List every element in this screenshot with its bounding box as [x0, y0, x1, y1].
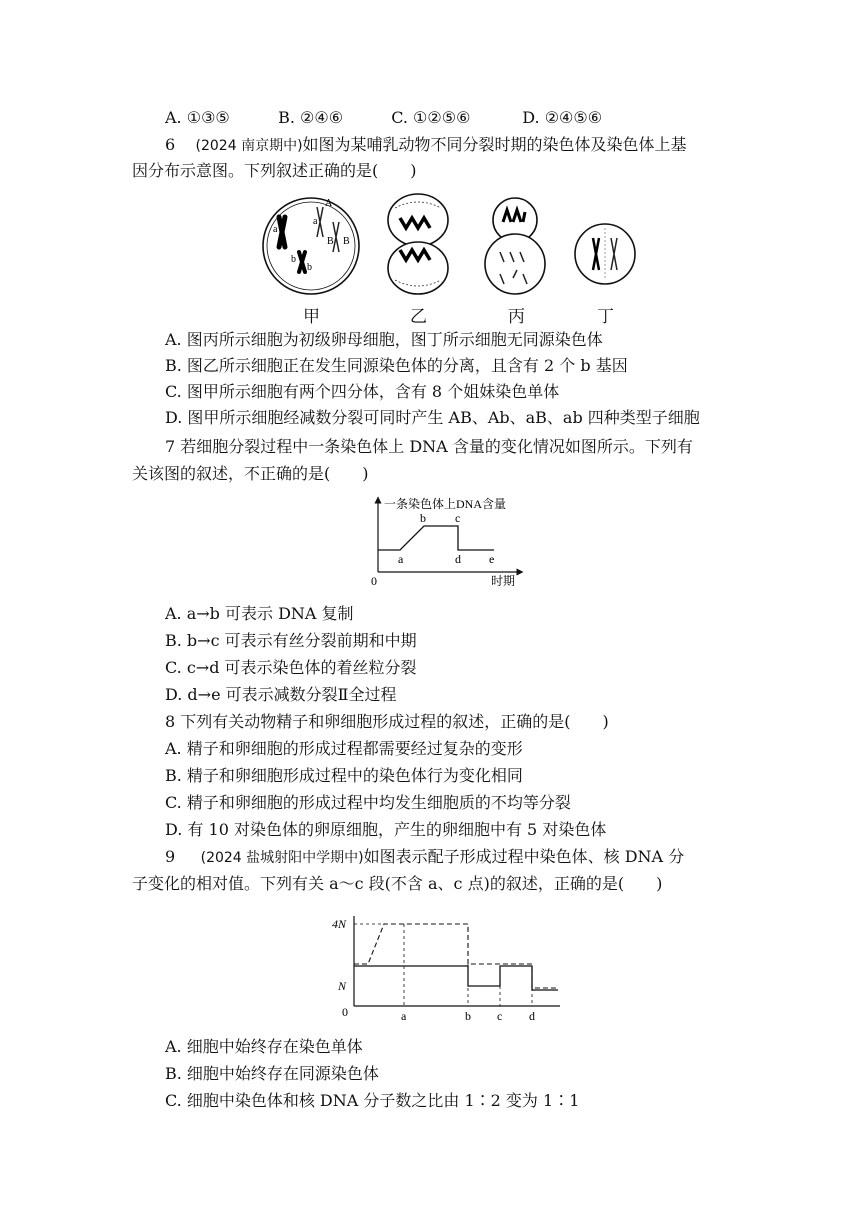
q6-option-b: B. 图乙所示细胞正在发生同源染色体的分离，且含有 2 个 b 基因	[165, 356, 628, 375]
q5-option-d: D. ②④⑤⑥	[522, 108, 603, 127]
q9-option-a: A. 细胞中始终存在染色单体	[165, 1037, 363, 1056]
q9-stem-line1	[165, 846, 684, 869]
cell-label-ding: 丁	[597, 307, 614, 327]
q7-option-c: C. c→d 可表示染色体的着丝粒分裂	[165, 658, 417, 677]
q6-stem-line2: 因分布示意图。下列叙述正确的是( )	[132, 161, 417, 180]
q6-option-c: C. 图甲所示细胞有两个四分体，含有 8 个姐妹染色单体	[165, 382, 560, 401]
q7-option-a: A. a→b 可表示 DNA 复制	[165, 604, 354, 623]
q9-stem-line2: 子变化的相对值。下列有关 a～c 段(不含 a、c 点)的叙述，正确的是( )	[132, 874, 663, 893]
cell-label-bing: 丙	[508, 307, 525, 327]
q9-number: 9	[165, 847, 176, 866]
q5-option-b: B. ②④⑥	[278, 108, 344, 127]
q8-option-a: A. 精子和卵细胞的形成过程都需要经过复杂的变形	[165, 739, 523, 758]
gene-label-B1: B	[327, 236, 334, 247]
q9-xtick-d: d	[529, 1009, 535, 1023]
q7-option-b: B. b→c 可表示有丝分裂前期和中期	[165, 631, 417, 650]
cell-bing	[485, 198, 545, 294]
cell-ding	[575, 224, 635, 284]
gene-label-B2: B	[343, 236, 350, 247]
cell-jia	[263, 198, 359, 294]
q5-option-a: A. ①③⑤	[165, 108, 230, 127]
q6-number: 6	[165, 135, 176, 154]
gene-label-a2: a	[313, 216, 318, 227]
q6-stem-1: 如图为某哺乳动物不同分裂时期的染色体及染色体上基	[302, 135, 687, 154]
q7-option-d: D. d→e 可表示减数分裂Ⅱ全过程	[165, 685, 397, 704]
q5-option-c: C. ①②⑤⑥	[391, 108, 471, 127]
q8-option-c: C. 精子和卵细胞的形成过程中均发生细胞质的不均等分裂	[165, 793, 571, 812]
q7-dna-line	[378, 526, 494, 550]
cell-yi	[388, 194, 448, 294]
q6-option-d: D. 图甲所示细胞经减数分裂可同时产生 AB、Ab、aB、ab 四种类型子细胞	[165, 408, 700, 427]
q9-ytick-0: 0	[342, 1005, 348, 1019]
q9-chromosome-line	[354, 966, 558, 990]
q9-dna-line	[354, 924, 558, 988]
q6-option-a: A. 图丙所示细胞为初级卵母细胞，图丁所示细胞无同源染色体	[165, 330, 603, 349]
gene-label-b2: b	[307, 262, 312, 273]
q7-dna-chart	[366, 492, 526, 588]
q6-stem-line1	[165, 134, 687, 157]
q9-xtick-a: a	[401, 1009, 407, 1023]
q7-point-d: d	[455, 552, 461, 566]
q7-point-b: b	[420, 511, 426, 525]
cell-division-figure	[255, 192, 655, 302]
q9-option-c: C. 细胞中染色体和核 DNA 分子数之比由 1∶2 变为 1∶1	[165, 1091, 580, 1110]
q9-option-b: B. 细胞中始终存在同源染色体	[165, 1064, 379, 1083]
gene-label-b1: b	[291, 254, 296, 265]
q6-source: (2024 南京期中)	[195, 138, 303, 154]
q9-stem-1: 如图表示配子形成过程中染色体、核 DNA 分	[363, 847, 685, 866]
q9-ytick-n: N	[338, 979, 347, 993]
q8-option-d: D. 有 10 对染色体的卵原细胞，产生的卵细胞中有 5 对染色体	[165, 820, 607, 839]
q9-xtick-c: c	[497, 1009, 503, 1023]
q7-point-c: c	[455, 511, 461, 525]
q9-chart	[326, 908, 566, 1024]
gene-label-A: A	[325, 198, 333, 209]
q9-source: (2024 盐城射阳中学期中)	[200, 850, 364, 866]
cell-label-yi: 乙	[410, 307, 427, 327]
q7-point-a: a	[398, 552, 404, 566]
q7-stem-line2: 关该图的叙述，不正确的是( )	[132, 464, 369, 483]
q8-option-b: B. 精子和卵细胞形成过程中的染色体行为变化相同	[165, 766, 523, 785]
q5-options-row	[165, 107, 602, 129]
gene-label-a1: a	[273, 224, 278, 235]
q7-stem-line1: 7 若细胞分裂过程中一条染色体上 DNA 含量的变化情况如图所示。下列有	[165, 437, 693, 456]
cell-label-jia: 甲	[303, 307, 320, 327]
q7-xlabel: 时期	[491, 574, 516, 588]
q7-point-e: e	[489, 552, 495, 566]
q7-origin: 0	[371, 574, 377, 588]
q9-xtick-b: b	[465, 1009, 471, 1023]
q9-ytick-4n: 4N	[332, 917, 347, 931]
q8-stem: 8 下列有关动物精子和卵细胞形成过程的叙述，正确的是( )	[165, 712, 609, 731]
q7-ylabel: 一条染色体上DNA含量	[384, 497, 506, 511]
